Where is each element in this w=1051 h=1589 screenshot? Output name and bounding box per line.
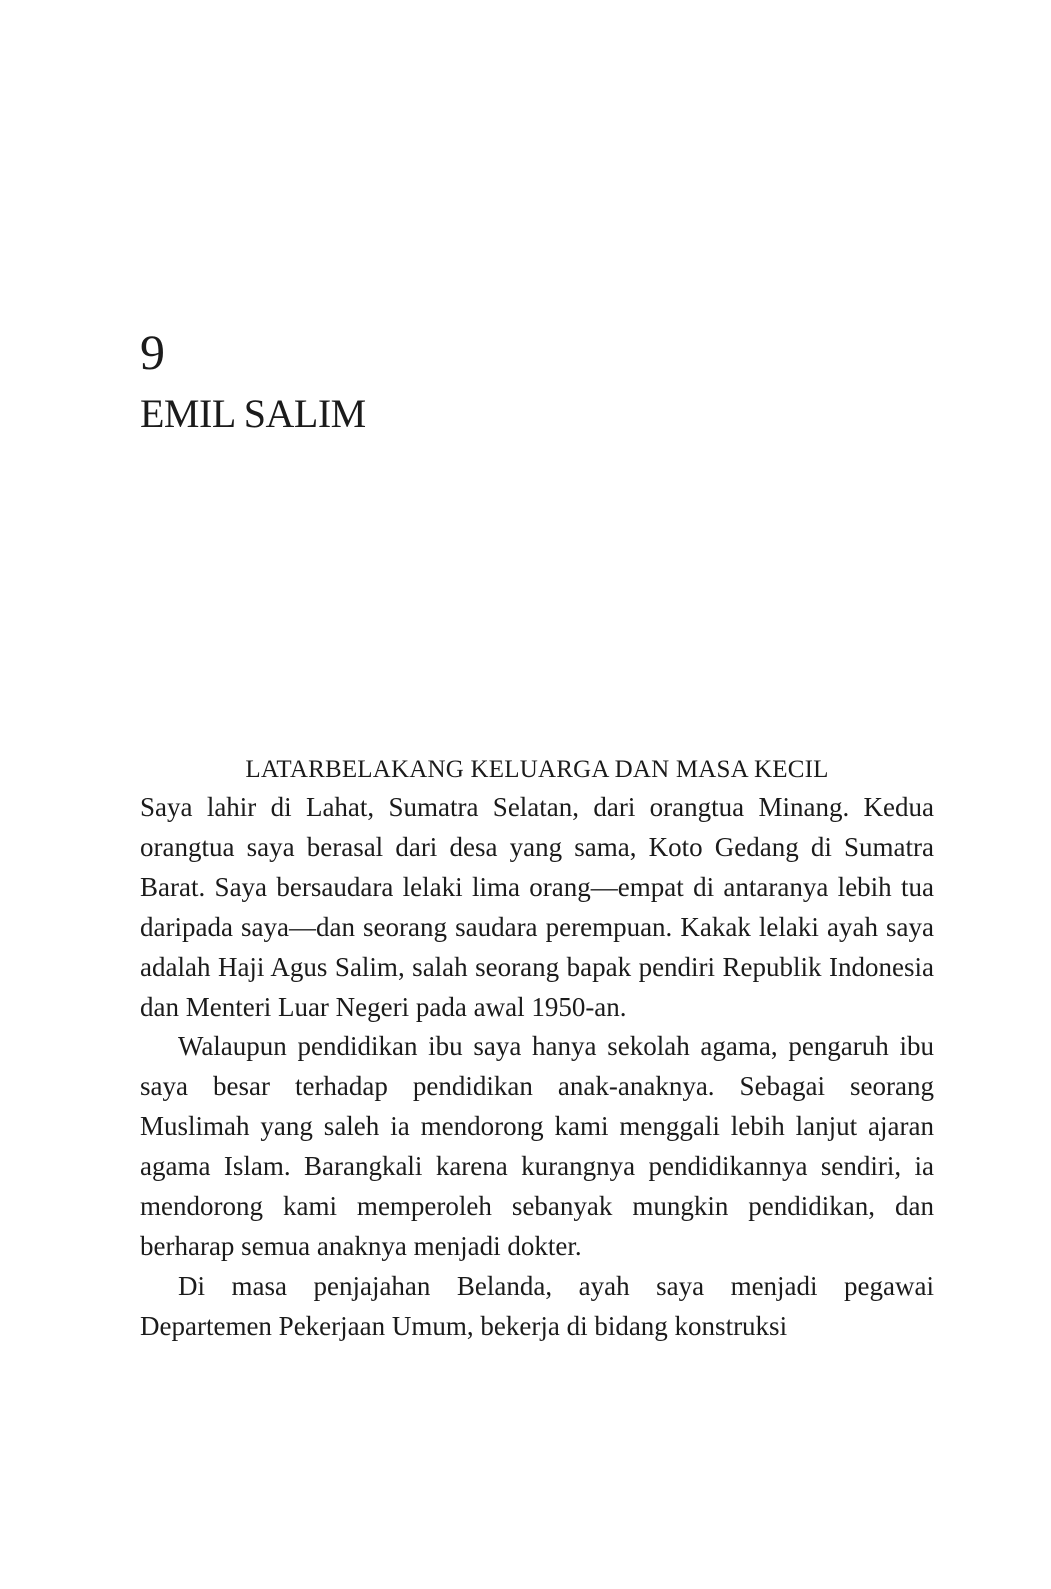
paragraph-2: Walaupun pendidikan ibu saya hanya sekolah agama, pengaruh ibu saya besar terhadap pendidikan anak-anaknya. Sebagai seorang Muslimah yang saleh ia mendorong kami menggali lebih lanjut ajaran agama Islam. Barangkali karena kurangnya pendidikannya sendiri, ia mendorong kami memperoleh sebanyak mungkin pendidikan, dan berharap semua anaknya menjadi dokter. — [140, 1031, 934, 1261]
paragraph-3: Di masa penjajahan Belanda, ayah saya menjadi pegawai Departemen Pekerjaan Umum, bekerja di bidang konstruksi — [140, 1270, 934, 1341]
chapter-title: EMIL SALIM — [140, 391, 366, 436]
section-body — [140, 752, 934, 1347]
paragraph-1: Saya lahir di Lahat, Sumatra Selatan, dari orangtua Minang. Kedua orangtua saya berasal dari desa yang sama, Koto Gedang di Sumatra Barat. Saya bersaudara lelaki lima orang—empat di antaranya lebih tua daripada saya—dan seorang saudara perempuan. Kakak lelaki ayah saya adalah Haji Agus Salim, salah seorang bapak pendiri Republik Indonesia dan Menteri Luar Negeri pada awal 1950-an. — [140, 792, 934, 1022]
section-heading: LATARBELAKANG KELUARGA DAN MASA KECIL — [245, 756, 829, 783]
chapter-number: 9 — [140, 324, 165, 380]
